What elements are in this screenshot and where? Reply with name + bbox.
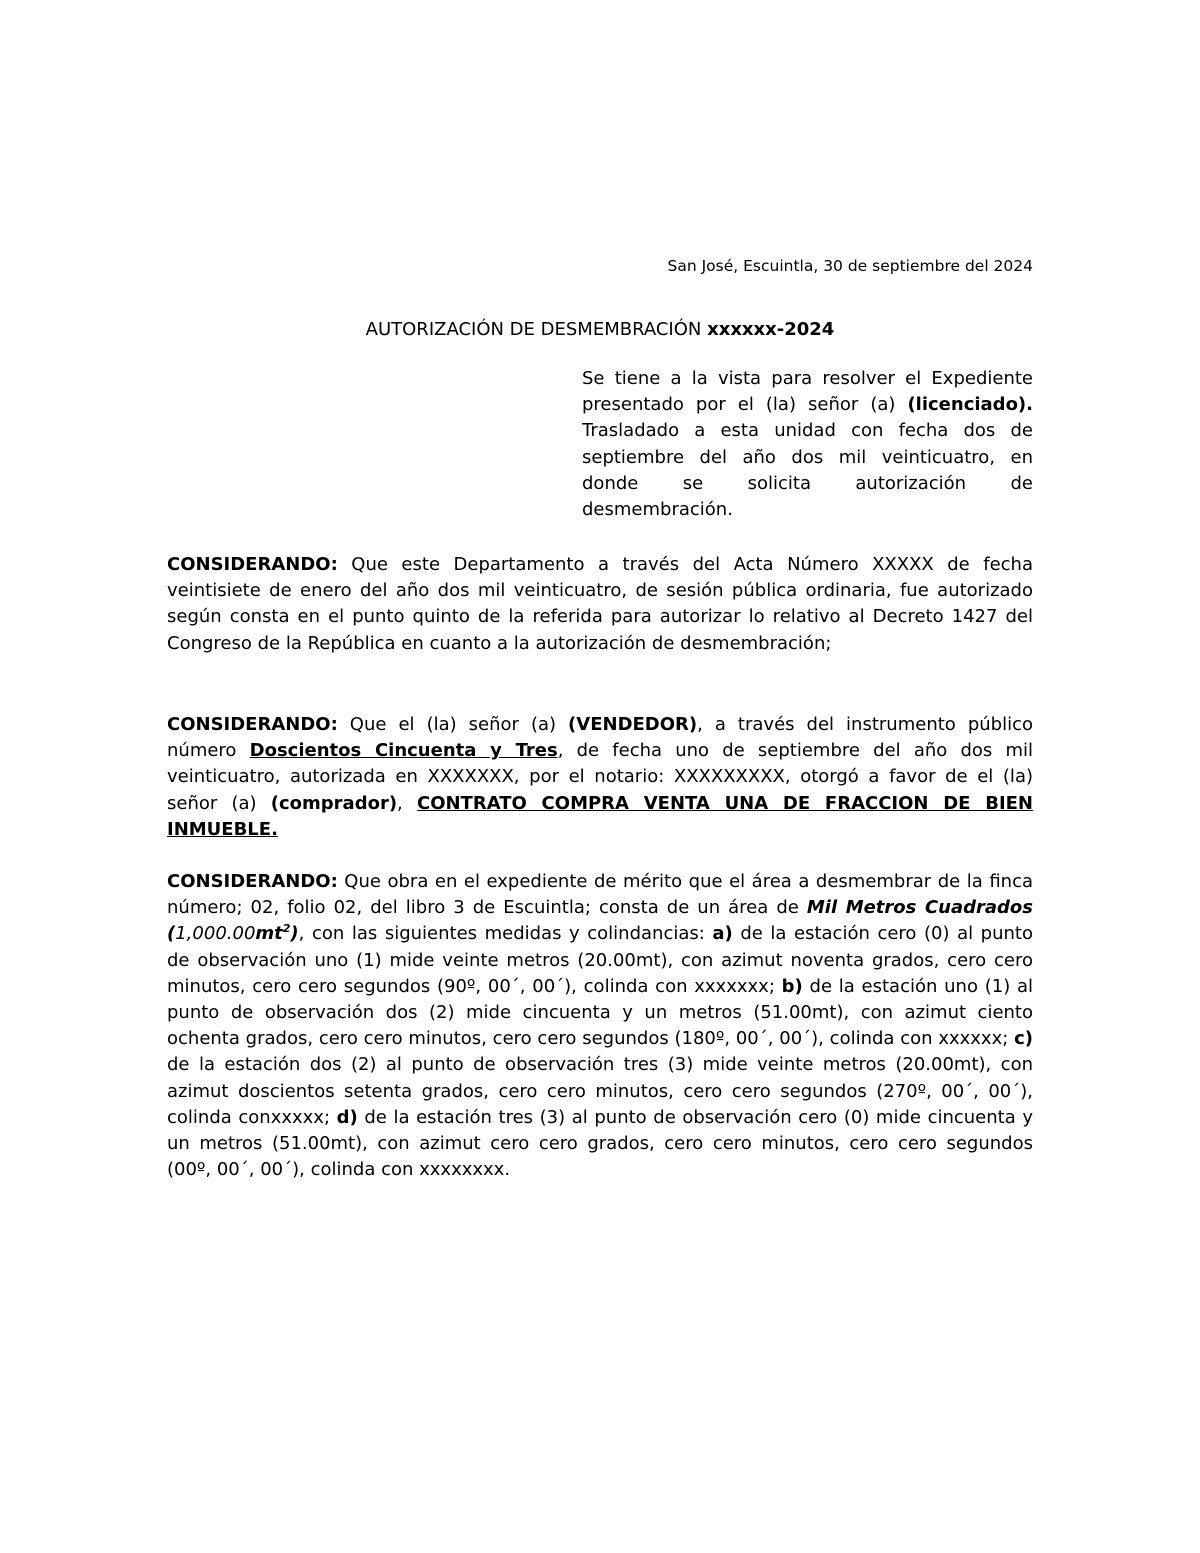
considerando-label: CONSIDERANDO:	[167, 714, 338, 735]
marker-a: a)	[712, 923, 733, 945]
considerando-1-text: Que este Departamento a través del Acta Número XXXXX de fecha veintisiete de enero del año dos mil veinticuatro, de sesión pública ordinaria, fue autorizado según consta en el punto quinto de la referida para autorizar lo relativo al Decreto 1427 del Congreso de la República en cuanto a la autorización de desmembración;	[167, 554, 1033, 654]
considerando-3-text-2: , con las siguientes medidas y colindancias:	[298, 923, 713, 945]
marker-c: c)	[1014, 1028, 1033, 1050]
marker-b: b)	[781, 975, 803, 997]
vendedor-label: (VENDEDOR)	[568, 714, 698, 735]
title-code: xxxxxx-2024	[707, 319, 835, 340]
date-line: San José, Escuintla, 30 de septiembre del 2024	[667, 257, 1033, 275]
area-number: 1,000.00	[175, 923, 256, 945]
considerando-2-text-3: , de fecha uno de septiembre del año dos mil veinticuatro, autorizada en XXXXXXX, por el notario: XXXXXXXXX, otorgó a favor de el (la) señor (a)	[167, 740, 1033, 814]
considerando-2-text-4: ,	[397, 792, 417, 814]
considerando-paragraph-3	[167, 869, 1033, 1183]
area-words: Mil Metros Cuadrados (	[167, 897, 1033, 945]
intro-text-2: Trasladado a esta unidad con fecha dos de septiembre del año dos mil veinticuatro, en donde se solicita autorización de desmembración.	[582, 420, 1033, 521]
considerando-paragraph-1	[167, 552, 1033, 657]
considerando-3-text-1: Que obra en el expediente de mérito que el área a desmembrar de la finca número; 02, folio 02, del libro 3 de Escuintla; consta de un área de	[167, 871, 1033, 919]
considerando-2-text-1: Que el (la) señor (a)	[337, 714, 569, 735]
area-superscript: 2	[282, 922, 291, 936]
area-close: )	[290, 923, 299, 945]
contract-type: CONTRATO COMPRA VENTA UNA DE FRACCION DE BIEN INMUEBLE.	[167, 792, 1034, 840]
considerando-paragraph-2	[167, 712, 1033, 843]
considerando-label: CONSIDERANDO:	[167, 871, 338, 892]
boundary-b-text: de la estación uno (1) al punto de observación dos (2) mide cincuenta y un metros (51.00mt), con azimut ciento ochenta grados, cero cero minutos, cero cero segundos (180º, 00´, 00´), colinda con xxxxxx;	[167, 975, 1034, 1050]
instrument-number: Doscientos Cincuenta y Tres	[249, 740, 558, 762]
boundary-c-text: de la estación dos (2) al punto de observación tres (3) mide veinte metros (20.00mt), con azimut doscientos setenta grados, cero cero minutos, cero cero segundos (270º, 00´, 00´), colinda conxxxxx;	[167, 1054, 1033, 1128]
comprador-label: (comprador)	[270, 792, 398, 814]
intro-paragraph	[582, 366, 1033, 523]
title-prefix: AUTORIZACIÓN DE DESMEMBRACIÓN	[365, 319, 708, 340]
document-title	[0, 318, 1200, 342]
considerando-label: CONSIDERANDO:	[167, 554, 338, 575]
marker-d: d)	[336, 1106, 358, 1128]
boundary-a-text: de la estación cero (0) al punto de observación uno (1) mide veinte metros (20.00mt), con azimut noventa grados, cero cero minutos, cero cero segundos (90º, 00´, 00´), colinda con xxxxxxx;	[167, 923, 1033, 997]
boundary-d-text: de la estación tres (3) al punto de observación cero (0) mide cincuenta y un metros (51.00mt), con azimut cero cero grados, cero cero minutos, cero cero segundos (00º, 00´, 00´), colinda con xxxxxxxx.	[167, 1106, 1033, 1181]
considerando-2-text-2: , a través del instrumento público número	[167, 714, 1033, 762]
area-unit: mt	[255, 923, 283, 945]
licenciado-label: (licenciado).	[907, 394, 1033, 416]
intro-text-1: Se tiene a la vista para resolver el Expediente presentado por el (la) señor (a)	[582, 368, 1033, 416]
